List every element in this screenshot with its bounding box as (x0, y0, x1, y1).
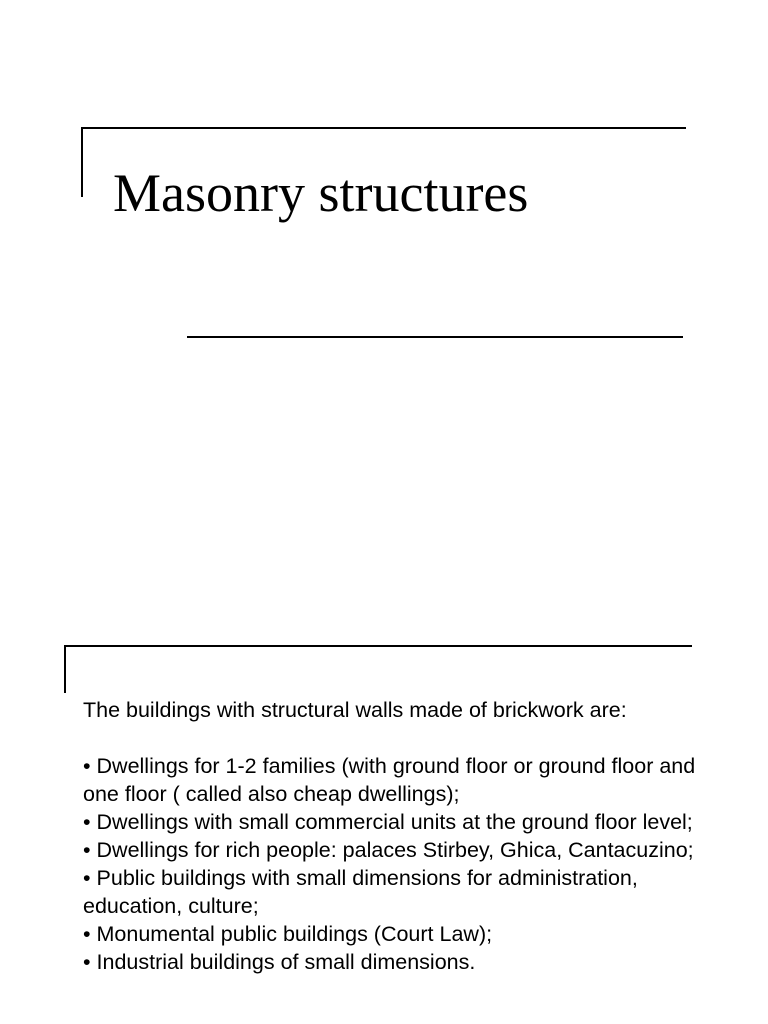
bullet-text: Monumental public buildings (Court Law); (96, 922, 493, 946)
bullet-glyph: • (83, 754, 91, 778)
bullet-item (83, 808, 698, 836)
slide-title: Masonry structures (113, 163, 529, 223)
bullet-text: Dwellings for rich people: palaces Stirbey, Ghica, Cantacuzino; (96, 838, 694, 862)
title-frame-left-line (81, 127, 83, 197)
bullet-glyph: • (83, 950, 91, 974)
bullet-list (83, 752, 698, 976)
title-underline-rule (187, 336, 683, 338)
bullet-glyph: • (83, 922, 91, 946)
paragraph-spacer (83, 724, 698, 752)
bullet-item (83, 836, 698, 864)
bullet-text: Industrial buildings of small dimensions. (96, 950, 476, 974)
bullet-item (83, 752, 698, 808)
bullet-text: Dwellings for 1-2 families (with ground floor or ground floor and one floor ( called also cheap dwellings); (83, 754, 696, 806)
bullet-text: Public buildings with small dimensions for administration, education, culture; (83, 866, 638, 918)
content-frame-top-line (64, 645, 692, 647)
bullet-glyph: • (83, 810, 91, 834)
content-slide (0, 640, 768, 1024)
bullet-text: Dwellings with small commercial units at the ground floor level; (96, 810, 693, 834)
bullet-item (83, 864, 698, 920)
bullet-item (83, 920, 698, 948)
title-frame-top-line (81, 127, 686, 129)
bullet-glyph: • (83, 838, 91, 862)
bullet-glyph: • (83, 866, 91, 890)
bullet-item (83, 948, 698, 976)
content-body (83, 696, 698, 976)
content-frame-left-line (64, 645, 66, 693)
intro-text: The buildings with structural walls made of brickwork are: (83, 698, 627, 722)
